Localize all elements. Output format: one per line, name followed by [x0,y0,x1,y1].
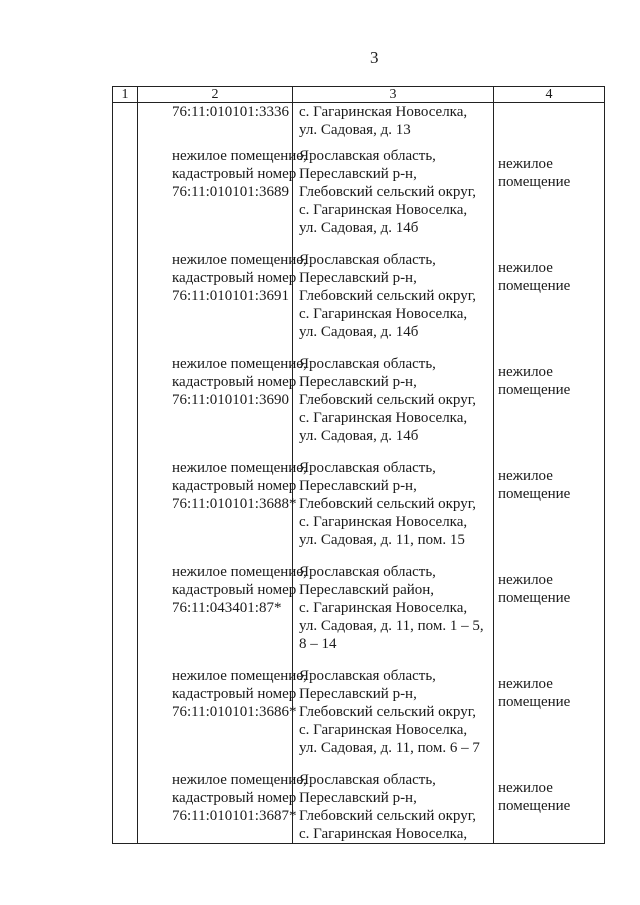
property-type-line: помещение [498,590,571,606]
property-type-line: нежилое [498,468,553,484]
property-type-line: нежилое [498,156,553,172]
property-description-line: 76:11:043401:87* [172,600,282,616]
property-type-line: нежилое [498,780,553,796]
property-description-line: 76:11:010101:3690 [172,392,289,408]
property-address-line: с. Гагаринская Новоселка, [299,514,468,530]
property-address-cell [293,103,494,148]
property-address-cell [293,251,494,355]
property-type-cell [494,667,605,771]
property-address-line: Глебовский сельский округ, [299,496,476,512]
property-address-line: Переславский р-н, [299,166,417,182]
property-description-cell [138,355,307,459]
property-description-line: кадастровый номер [172,270,297,286]
property-description-cell [138,563,307,667]
header-col-1: 1 [113,87,138,103]
property-address-line: Ярославская область, [299,772,436,788]
property-description-cell [138,667,307,771]
property-address-cell [293,771,494,844]
property-address-line: Глебовский сельский округ, [299,704,476,720]
table-row [113,667,605,771]
property-address-line: Ярославская область, [299,356,436,372]
property-table [112,86,605,844]
property-description-line: кадастровый номер [172,582,297,598]
property-type-line: помещение [498,798,571,814]
property-address-line: Переславский р-н, [299,686,417,702]
property-type-cell [494,103,605,148]
property-description-line: 76:11:010101:3687* [172,808,297,824]
property-address-line: ул. Садовая, д. 11, пом. 6 – 7 [299,740,480,756]
property-type-line: нежилое [498,260,553,276]
row-number-cell [113,667,138,771]
property-description-line: кадастровый номер [172,790,297,806]
property-type-cell [494,771,605,844]
header-col-4: 4 [494,87,605,103]
property-type-line: помещение [498,278,571,294]
property-description-line: нежилое помещение, [172,252,307,268]
property-type-line: помещение [498,174,571,190]
property-address-cell [293,563,494,667]
property-description-line: нежилое помещение, [172,148,307,164]
table-row [113,771,605,844]
row-number-cell [113,771,138,844]
property-address-line: ул. Садовая, д. 14б [299,428,419,444]
property-address-line: Переславский р-н, [299,270,417,286]
property-type-line: помещение [498,382,571,398]
property-type-cell [494,355,605,459]
property-address-line: ул. Садовая, д. 11, пом. 15 [299,532,465,548]
property-address-line: с. Гагаринская Новоселка, [299,202,468,218]
property-type-line: нежилое [498,572,553,588]
property-address-line: с. Гагаринская Новоселка, [299,722,468,738]
property-description-line: 76:11:010101:3691 [172,288,289,304]
property-description-line: 76:11:010101:3689 [172,184,289,200]
property-type-cell [494,251,605,355]
property-description-cell [138,459,307,563]
property-description-line: кадастровый номер [172,686,297,702]
table-row [113,147,605,251]
table-header-row [113,87,605,103]
property-address-line: 8 – 14 [299,636,337,652]
table-body [113,103,605,844]
property-address-line: с. Гагаринская Новоселка, [299,826,468,842]
row-number-cell [113,355,138,459]
table-row [113,251,605,355]
property-type-line: нежилое [498,364,553,380]
property-description-cell [138,147,307,251]
property-description-line: нежилое помещение, [172,668,307,684]
page-number: 3 [370,48,379,67]
property-address-line: Переславский р-н, [299,478,417,494]
property-type-line: нежилое [498,676,553,692]
row-number-cell [113,147,138,251]
row-number-cell [113,103,138,148]
property-address-line: Переславский р-н, [299,790,417,806]
property-description-cell [138,771,307,844]
property-description-line: кадастровый номер [172,374,297,390]
property-address-line: с. Гагаринская Новоселка, [299,600,468,616]
property-address-cell [293,459,494,563]
table-row [113,103,605,148]
property-address-line: с. Гагаринская Новоселка, [299,410,468,426]
property-description-cell [138,251,307,355]
property-address-cell [293,667,494,771]
property-address-cell [293,355,494,459]
property-description-line: 76:11:010101:3336 [172,104,289,120]
property-description-line: нежилое помещение, [172,460,307,476]
header-col-3: 3 [293,87,494,103]
property-address-line: ул. Садовая, д. 13 [299,122,411,138]
property-address-line: Ярославская область, [299,668,436,684]
property-description-line: кадастровый номер [172,478,297,494]
property-description-line: нежилое помещение, [172,772,307,788]
property-address-line: Переславский район, [299,582,435,598]
property-type-cell [494,459,605,563]
property-type-line: помещение [498,486,571,502]
property-type-line: помещение [498,694,571,710]
property-address-line: Ярославская область, [299,148,436,164]
property-address-line: ул. Садовая, д. 14б [299,220,419,236]
property-address-line: Глебовский сельский округ, [299,184,476,200]
property-address-line: Глебовский сельский округ, [299,288,476,304]
property-address-line: с. Гагаринская Новоселка, [299,104,468,120]
property-description-line: 76:11:010101:3688* [172,496,297,512]
property-address-line: Переславский р-н, [299,374,417,390]
table-row [113,355,605,459]
property-address-line: с. Гагаринская Новоселка, [299,306,468,322]
property-address-line: Глебовский сельский округ, [299,808,476,824]
property-address-line: Ярославская область, [299,564,436,580]
property-description-cell [138,103,293,148]
property-address-cell [293,147,494,251]
property-type-cell [494,147,605,251]
property-type-cell [494,563,605,667]
row-number-cell [113,459,138,563]
property-address-line: Глебовский сельский округ, [299,392,476,408]
property-address-line: Ярославская область, [299,252,436,268]
row-number-cell [113,563,138,667]
property-address-line: ул. Садовая, д. 14б [299,324,419,340]
header-col-2: 2 [138,87,293,103]
table-row [113,563,605,667]
property-address-line: Ярославская область, [299,460,436,476]
property-description-line: нежилое помещение, [172,564,307,580]
property-description-line: 76:11:010101:3686* [172,704,297,720]
row-number-cell [113,251,138,355]
property-description-line: нежилое помещение, [172,356,307,372]
table-row [113,459,605,563]
property-address-line: ул. Садовая, д. 11, пом. 1 – 5, [299,618,484,634]
property-description-line: кадастровый номер [172,166,297,182]
